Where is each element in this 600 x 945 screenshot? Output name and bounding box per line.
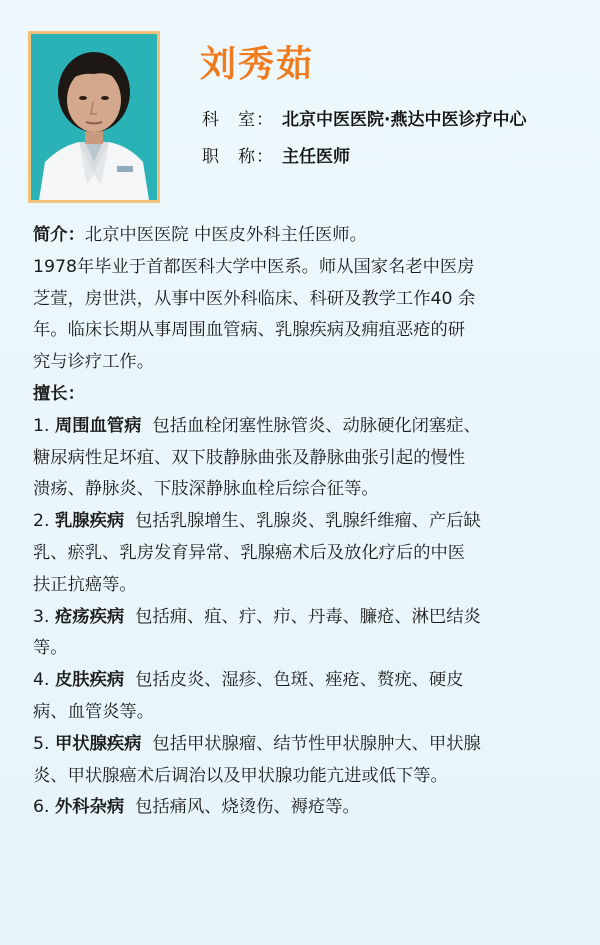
intro-label: 简介： (33, 225, 85, 245)
specialty-item-line: 病、血管炎等。 (33, 701, 154, 722)
specialty-item (33, 792, 578, 824)
specialty-item-name: 外科杂病 (55, 797, 125, 818)
specialty-item-number: 4. (33, 670, 50, 691)
title-value: 主任医师 (282, 147, 350, 167)
specialty-item-text: 包括痈、疽、疔、疖、丹毒、臁疮、淋巴结炎 (135, 606, 481, 627)
doctor-photo-frame (28, 31, 160, 203)
specialty-item-number: 5. (33, 733, 50, 754)
specialty-item-line: 等。 (33, 638, 68, 659)
specialty-item-text: 包括甲状腺瘤、结节性甲状腺肿大、甲状腺 (152, 733, 481, 754)
specialty-item (33, 729, 578, 793)
department-label: 科 室： (202, 110, 274, 130)
specialty-item-line: 溃疡、静脉炎、下肢深静脉血栓后综合征等。 (33, 479, 379, 500)
specialty-item (33, 665, 578, 729)
specialty-item-line: 炎、甲状腺癌术后调治以及甲状腺功能亢进或低下等。 (33, 765, 448, 786)
intro-line: 1978年毕业于首都医科大学中医系。师从国家名老中医房 (33, 256, 475, 277)
specialty-item-number: 2. (33, 511, 50, 532)
specialty-label: 擅长： (33, 383, 85, 404)
specialty-item (33, 602, 578, 666)
department-value: 北京中医医院·燕达中医诊疗中心 (282, 110, 527, 130)
intro-first-text: 北京中医医院 中医皮外科主任医师。 (84, 225, 367, 245)
specialty-item-name: 疮疡疾病 (55, 606, 125, 627)
specialty-item-number: 6. (33, 797, 50, 818)
specialty-item-name: 乳腺疾病 (55, 511, 125, 532)
specialty-item (33, 506, 578, 601)
doctor-photo (31, 34, 157, 200)
intro-first-line (33, 220, 578, 252)
specialty-item-text: 包括痛风、烧烫伤、褥疮等。 (135, 797, 360, 818)
specialty-item (33, 411, 578, 506)
specialty-item-text: 包括皮炎、湿疹、色斑、痤疮、赘疣、硬皮 (135, 670, 464, 691)
specialty-item-number: 3. (33, 606, 50, 627)
specialty-item-name: 周围血管病 (55, 415, 142, 436)
intro-section (33, 220, 578, 379)
specialty-section (33, 379, 578, 824)
title-row (202, 142, 350, 167)
specialty-item-text: 包括乳腺增生、乳腺炎、乳腺纤维瘤、产后缺 (135, 511, 481, 532)
specialty-item-name: 甲状腺疾病 (55, 733, 142, 754)
profile-body (33, 220, 578, 824)
specialty-item-line: 乳、瘀乳、乳房发育异常、乳腺癌术后及放化疗后的中医 (33, 542, 466, 563)
title-label: 职 称： (202, 147, 274, 167)
intro-line: 芝萱，房世洪，从事中医外科临床、科研及教学工作40 余 (33, 288, 476, 309)
intro-line: 究与诊疗工作。 (33, 352, 154, 373)
specialty-item-name: 皮肤疾病 (55, 670, 125, 691)
specialty-item-line: 糖尿病性足坏疽、双下肢静脉曲张及静脉曲张引起的慢性 (33, 447, 466, 468)
specialty-item-text: 包括血栓闭塞性脉管炎、动脉硬化闭塞症、 (152, 415, 481, 436)
specialty-item-line: 扶正抗癌等。 (33, 574, 137, 595)
intro-line: 年。临床长期从事周围血管病、乳腺疾病及痈疽恶疮的研 (33, 320, 466, 341)
doctor-name: 刘秀茹 (200, 44, 315, 85)
department-row (202, 105, 526, 130)
specialty-item-number: 1. (33, 415, 50, 436)
